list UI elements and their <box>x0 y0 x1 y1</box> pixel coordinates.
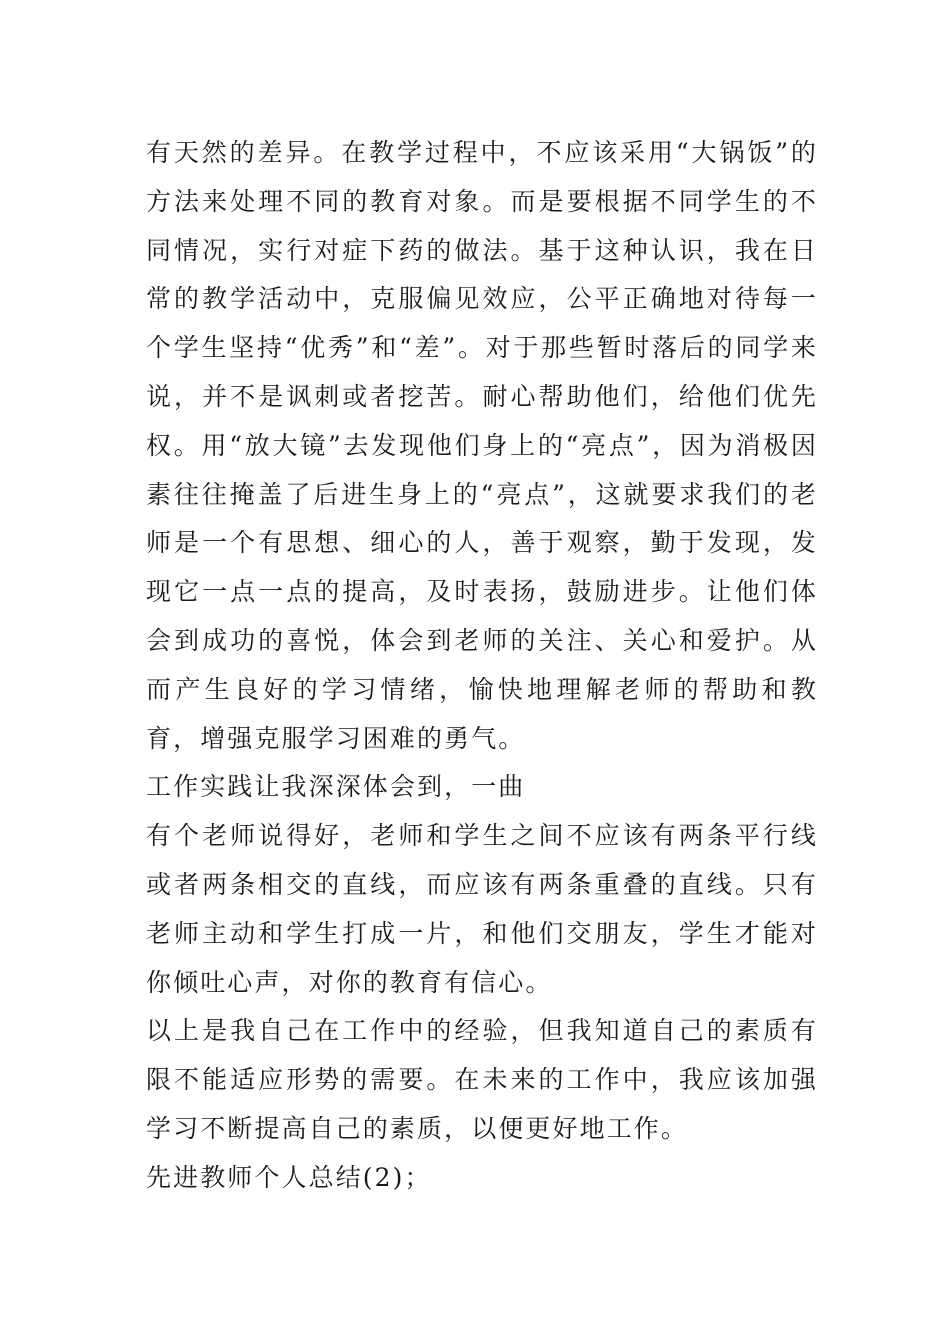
paragraph-4: 以上是我自己在工作中的经验，但我知道自己的素质有限不能适应形势的需要。在未来的工作中，我应该加强学习不断提高自己的素质，以便更好地工作。 <box>146 1016 818 1143</box>
paragraph-5-heading: 先进教师个人总结(2)； <box>146 1162 432 1192</box>
paragraph-2: 工作实践让我深深体会到，一曲 <box>146 772 526 802</box>
document-body <box>146 129 818 1203</box>
paragraph-3: 有个老师说得好，老师和学生之间不应该有两条平行线或者两条相交的直线，而应该有两条重叠的直线。只有老师主动和学生打成一片，和他们交朋友，学生才能对你倾吐心声，对你的教育有信心。 <box>146 821 818 997</box>
paragraph-1: 有天然的差异。在教学过程中，不应该采用“大锅饭”的方法来处理不同的教育对象。而是要根据不同学生的不同情况，实行对症下药的做法。基于这种认识，我在日常的教学活动中，克服偏见效应，公平正确地对待每一个学生坚持“优秀”和“差”。对于那些暂时落后的同学来说，并不是讽刺或者挖苦。耐心帮助他们，给他们优先权。用“放大镜”去发现他们身上的“亮点”，因为消极因素往往掩盖了后进生身上的“亮点”，这就要求我们的老师是一个有思想、细心的人，善于观察，勤于发现，发现它一点一点的提高，及时表扬，鼓励进步。让他们体会到成功的喜悦，体会到老师的关注、关心和爱护。从而产生良好的学习情绪，愉快地理解老师的帮助和教育，增强克服学习困难的勇气。 <box>146 138 818 753</box>
